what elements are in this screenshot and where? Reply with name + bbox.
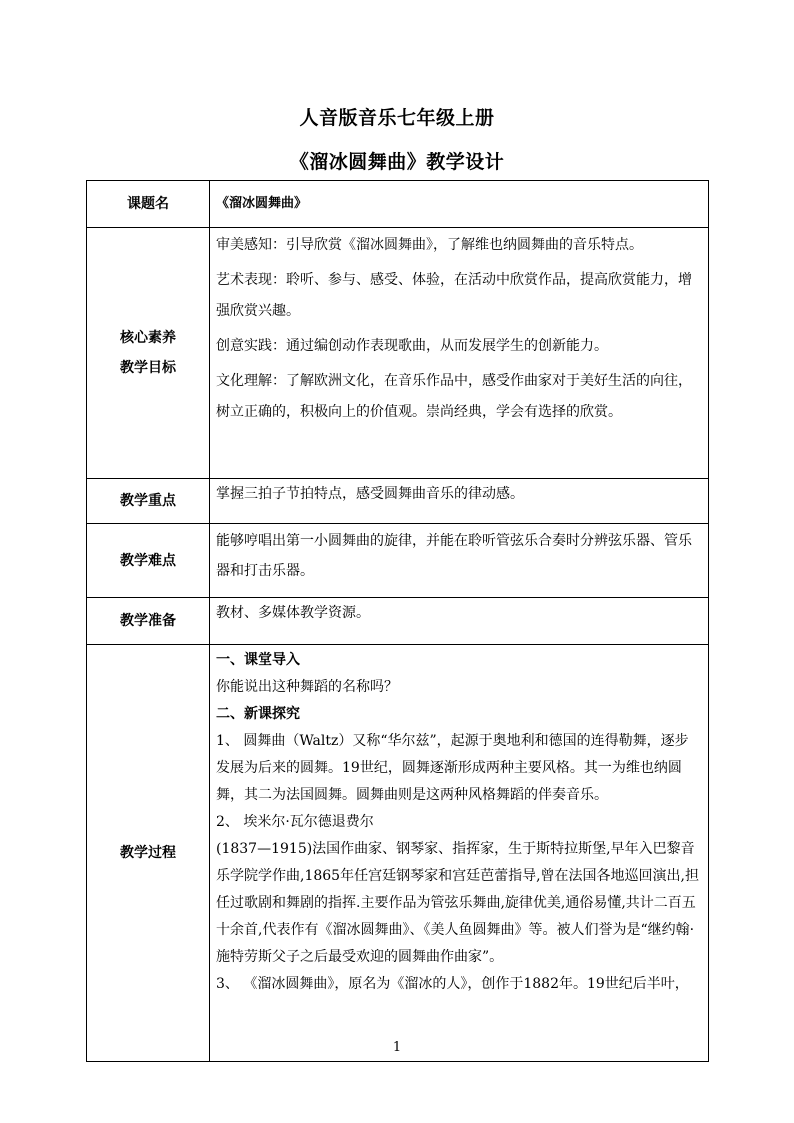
table-row	[87, 181, 709, 228]
row-content-difficulties	[210, 524, 709, 598]
row-label-key-points: 教学重点	[87, 479, 210, 524]
key-points-text: 掌握三拍子节拍特点，感受圆舞曲音乐的律动感。	[216, 486, 524, 502]
process-text-question: 你能说出这种舞蹈的名称吗？	[216, 679, 398, 695]
table-row	[87, 479, 709, 524]
row-content-process	[210, 645, 709, 1062]
process-item-composer-name: 2、 埃米尔·瓦尔德退费尔	[216, 814, 374, 830]
objective-culture: 文化理解：了解欧洲文化，在音乐作品中，感受作曲家对于美好生活的向往，树立正确的，积极向上的价值观。崇尚经典，学会有选择的欣赏。	[216, 373, 692, 420]
table-row	[87, 645, 709, 1062]
row-content-preparation	[210, 598, 709, 645]
preparation-text: 教材、多媒体教学资源。	[216, 605, 370, 621]
objectives-label-line1: 核心素养	[120, 330, 176, 346]
objective-creative: 创意实践：通过编创动作表现歌曲，从而发展学生的创新能力。	[216, 338, 608, 354]
row-label-process: 教学过程	[87, 645, 210, 1062]
objective-aesthetic: 审美感知：引导欣赏《溜冰圆舞曲》，了解维也纳圆舞曲的音乐特点。	[216, 237, 643, 253]
difficulties-text: 能够哼唱出第一小圆舞曲的旋律，并能在聆听管弦乐合奏时分辨弦乐器、管乐器和打击乐器。	[216, 533, 692, 579]
page-number: 1	[392, 1040, 402, 1055]
document-title-line1: 人音版音乐七年级上册	[299, 107, 495, 129]
document-title-line2: 《溜冰圆舞曲》教学设计	[289, 151, 505, 173]
objectives-label-line2: 教学目标	[120, 360, 176, 376]
row-label-objectives	[87, 228, 210, 479]
row-content-objectives	[210, 228, 709, 479]
table-row	[87, 228, 709, 479]
row-content-key-points	[210, 479, 709, 524]
process-item-waltz: 1、 圆舞曲（Waltz）又称“华尔兹”，起源于奥地利和德国的连得勒舞，逐步发展为后来的圆舞。19世纪，圆舞逐渐形成两种主要风格。其一为维也纳圆舞，其二为法国圆舞。圆舞曲则是这两种风格舞蹈的伴奏音乐。	[216, 733, 689, 803]
process-heading-explore: 二、新课探究	[216, 706, 300, 722]
row-label-preparation: 教学准备	[87, 598, 210, 645]
table-row	[87, 598, 709, 645]
row-label-difficulties: 教学难点	[87, 524, 210, 598]
row-content-topic	[210, 181, 709, 228]
process-item-piece: 3、 《溜冰圆舞曲》，原名为《溜冰的人》，创作于1882年。19世纪后半叶，	[216, 976, 689, 992]
row-label-topic: 课题名	[87, 181, 210, 228]
process-heading-intro: 一、课堂导入	[216, 652, 300, 668]
lesson-plan-table	[86, 180, 709, 1062]
objective-expression: 艺术表现：聆听、参与、感受、体验，在活动中欣赏作品，提高欣赏能力，增强欣赏兴趣。	[216, 272, 692, 319]
process-item-composer-bio: (1837—1915)法国作曲家、钢琴家、指挥家，生于斯特拉斯堡,早年入巴黎音乐学院学作曲,1865年任宫廷钢琴家和宫廷芭蕾指导,曾在法国各地巡回演出,担任过歌剧和舞剧的指挥.主要作品为管弦乐舞曲,旋律优美,通俗易懂,共计二百五十余首,代表作有《溜冰圆舞曲》、《美人鱼圆舞曲》等。被人们誉为是“继约翰·施特劳斯父子之后最受欢迎的圆舞曲作曲家”。	[216, 841, 699, 965]
table-row	[87, 524, 709, 598]
topic-value: 《溜冰圆舞曲》	[216, 195, 308, 211]
